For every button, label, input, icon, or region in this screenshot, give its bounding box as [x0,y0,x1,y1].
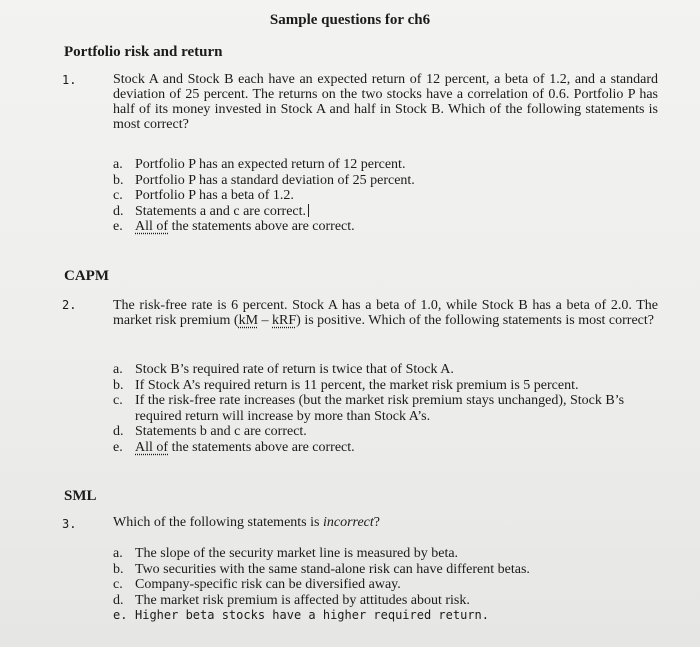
minus-sign: – [258,313,273,328]
option-letter: c. [113,577,123,592]
question-2-options [113,362,673,455]
option-letter: d. [113,203,124,219]
option-text-rest: the statements above are correct. [168,439,355,455]
option-text-content: Statements a and c are correct. [135,203,307,219]
section-heading-capm: CAPM [64,268,109,284]
krf-symbol: kRF [272,313,297,328]
option-text-lead: All of [135,219,169,234]
question-3-options [113,546,673,624]
option-3b [113,562,673,578]
option-letter: b. [113,172,124,188]
question-2-part-a: The risk-free rate is 6 percent. Stock A has a beta of 1.0, while Stock B has a beta of 2.0. The market risk premium ( [113,298,658,328]
option-text: If the risk-free rate increases (but the market risk premium stays unchanged), Stock B’s required return will increase by more than Stock A’s. [135,393,625,424]
option-text: Stock B’s required rate of return is twice that of Stock A. [135,362,454,377]
option-2a [113,362,673,378]
option-text [135,440,673,456]
option-letter: e. [113,219,123,234]
question-3-italic: incorrect [322,515,374,530]
option-text: Two securities with the same stand-alone risk can have different betas. [135,561,530,577]
option-text-rest: the statements above are correct. [168,219,355,234]
question-number-2: 2. [62,298,77,312]
option-letter: b. [113,377,124,393]
section-heading-sml: SML [64,488,97,504]
option-letter: e. [113,608,128,622]
question-3-part-a: Which of the following statements is [113,515,323,530]
option-letter: b. [113,561,124,577]
option-letter: c. [113,188,123,203]
option-text: Higher beta stocks have a higher required return. [135,608,490,622]
question-2-part-b: ) is positive. Which of the following statements is most correct? [296,313,654,328]
option-text: The slope of the security market line is measured by beta. [135,546,459,561]
text-cursor [308,204,309,217]
option-1e [113,219,673,235]
option-text: Portfolio P has an expected return of 12 percent. [135,157,406,172]
option-letter: c. [113,393,123,408]
question-1-options [113,157,673,235]
question-2-text [113,298,658,328]
option-text: Portfolio P has a beta of 1.2. [135,188,294,203]
option-letter: a. [113,157,123,172]
page-title: Sample questions for ch6 [269,12,431,28]
option-1c [113,188,673,204]
option-1d [113,204,673,220]
option-text: The market risk premium is affected by attitudes about risk. [135,592,470,608]
section-heading-portfolio: Portfolio risk and return [64,44,223,60]
question-number-1: 1. [62,73,77,87]
option-3a [113,546,673,562]
km-symbol: kM [238,313,259,328]
question-3-part-b: ? [373,515,380,530]
option-text-lead: All of [135,439,169,455]
option-letter: a. [113,362,123,377]
option-3c [113,577,673,593]
option-text: If Stock A’s required return is 11 percent, the market risk premium is 5 percent. [135,377,579,393]
option-2d [113,424,673,440]
option-2b [113,378,673,394]
option-text: Company-specific risk can be diversified away. [135,577,401,592]
option-1a [113,157,673,173]
option-letter: d. [113,424,124,439]
option-2e [113,440,673,456]
question-3-text [113,515,658,530]
question-1-text: Stock A and Stock B each have an expected return of 12 percent, a beta of 1.2, and a standard deviation of 25 percent. The returns on the two stocks have a correlation of 0.6. Portfolio P has half of its money invested in Stock A and half in Stock B. Which of the following statements is most correct? [113,72,658,132]
question-number-3: 3. [62,517,77,531]
option-letter: d. [113,592,124,608]
option-text: Portfolio P has a standard deviation of 25 percent. [135,172,415,188]
option-text [135,204,673,220]
option-3d [113,593,673,609]
option-1b [113,173,673,189]
option-text: Statements b and c are correct. [135,424,307,439]
option-2c [113,393,673,424]
option-text [135,219,673,235]
option-letter: a. [113,546,123,561]
option-3e [113,608,673,624]
option-letter: e. [113,439,123,455]
